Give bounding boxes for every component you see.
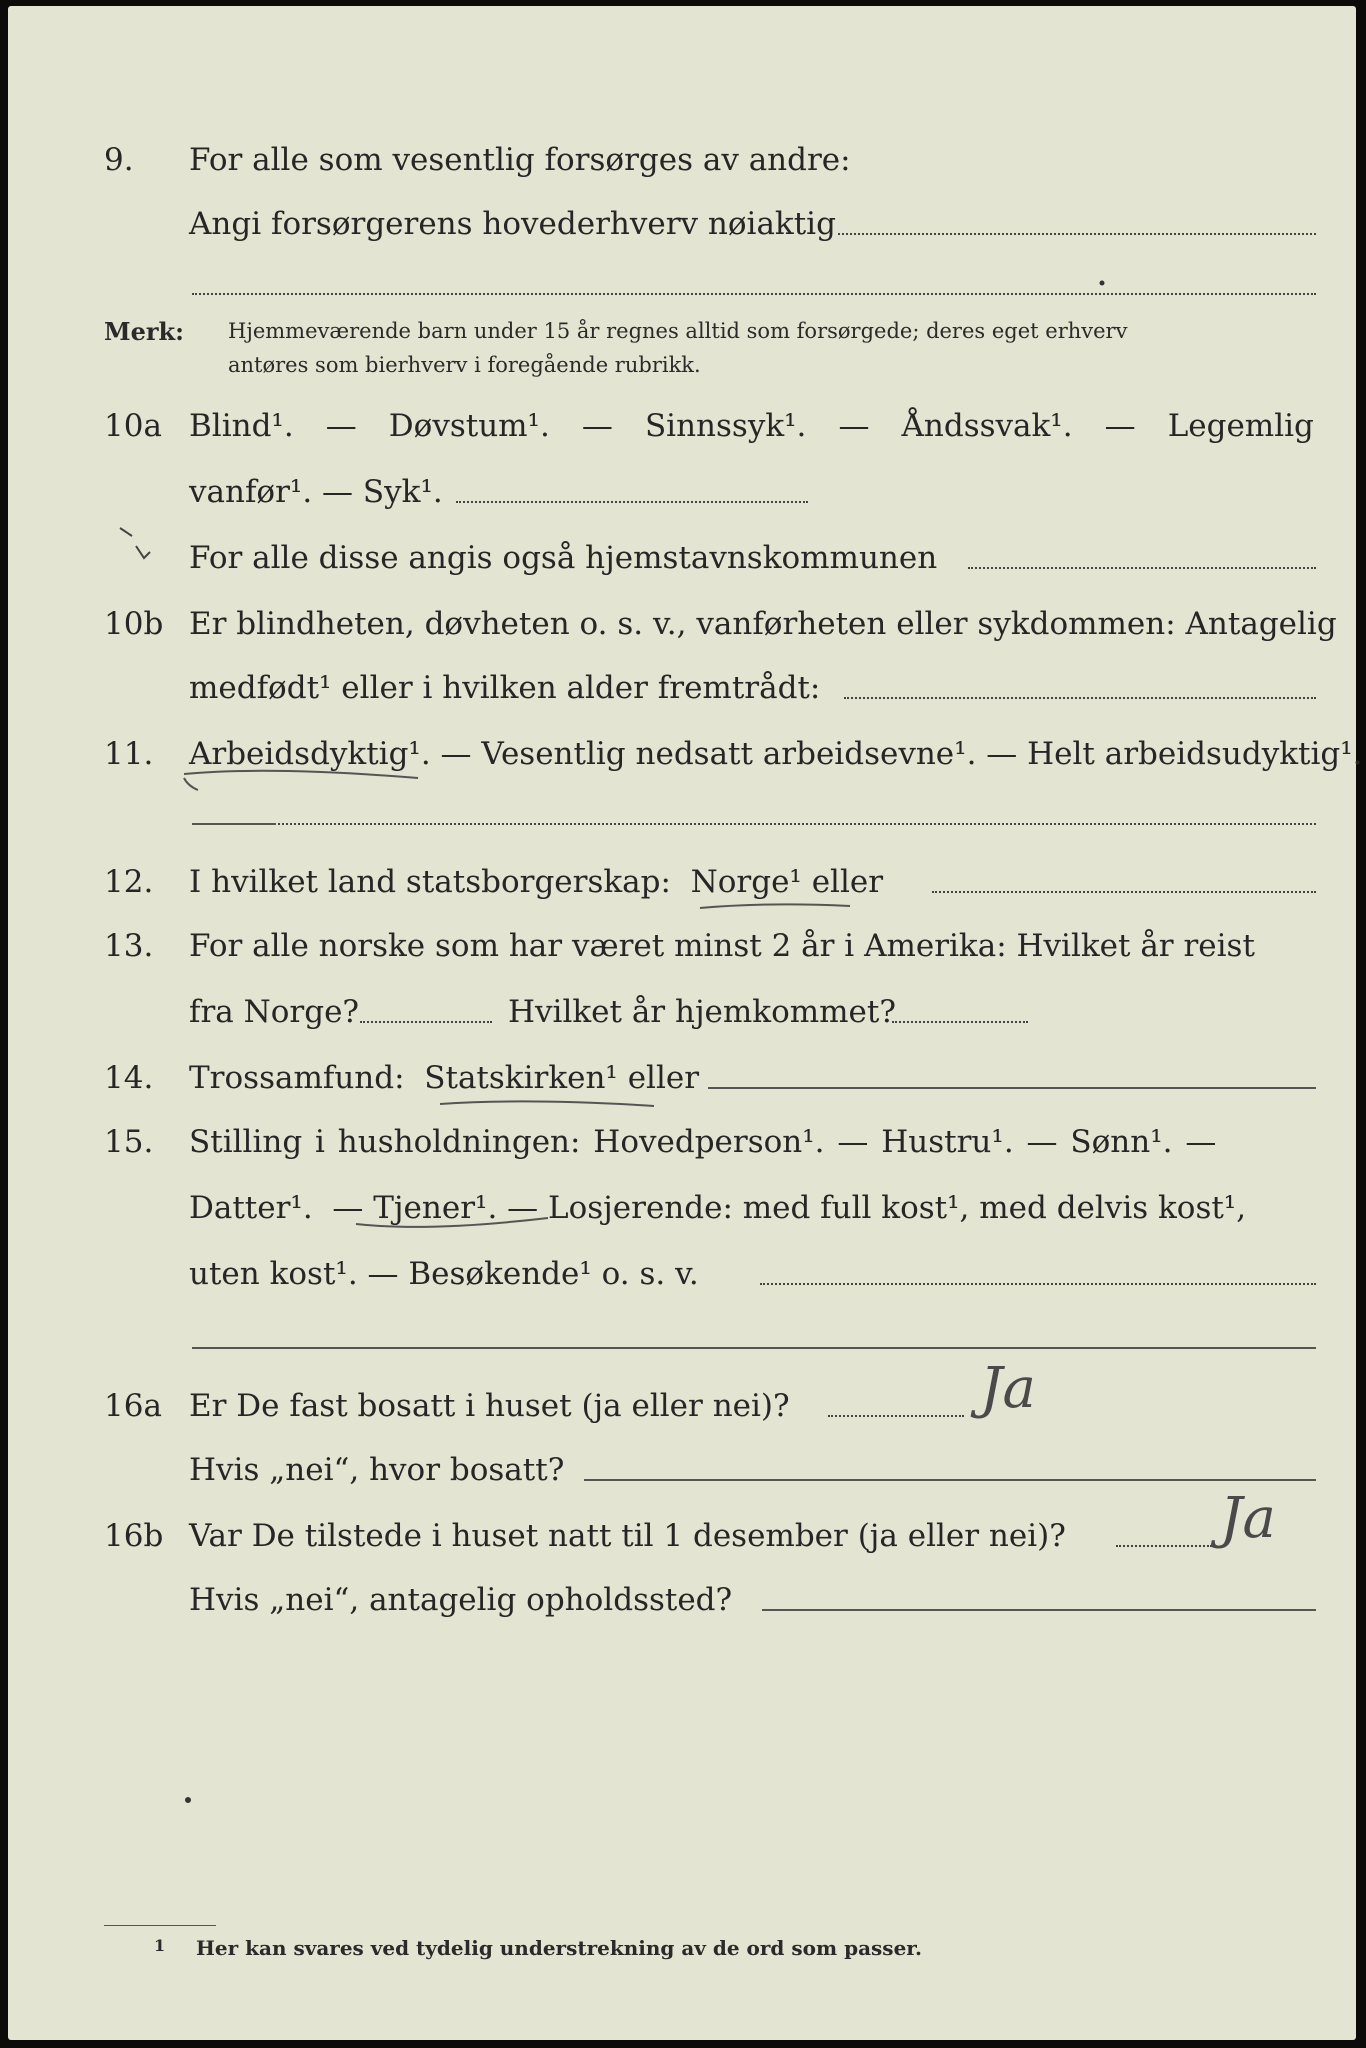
q15-number: 15.: [104, 1124, 154, 1160]
q15-line-3[interactable]: uten kost¹. — Besøkende¹ o. s. v.: [189, 1256, 699, 1292]
option-andssvak[interactable]: Åndssvak¹.: [901, 408, 1073, 444]
census-form-page: [8, 6, 1363, 2040]
q16a-number: 16a: [104, 1388, 162, 1424]
dash: —: [1104, 408, 1136, 444]
q9-subquestion: Angi forsørgerens hovederhverv nøiaktig: [189, 206, 836, 242]
footnote-mark: 1: [154, 1936, 166, 1955]
option-blind[interactable]: Blind¹.: [189, 408, 294, 444]
q13-hjemkommet: Hvilket år hjemkommet?: [508, 994, 896, 1030]
q11-options[interactable]: Arbeidsdyktig¹. — Vesentlig nedsatt arbeidsevne¹. — Helt arbeidsudyktig¹.: [189, 736, 1363, 772]
q14-number: 14.: [104, 1060, 154, 1096]
q16a-question: Er De fast bosatt i huset (ja eller nei)?: [189, 1388, 790, 1424]
q10b-subquestion: medfødt¹ eller i hvilken alder fremtrådt:: [189, 670, 821, 706]
pencil-underline-marks: [8, 6, 1356, 2040]
q13-reist: fra Norge?: [189, 994, 360, 1030]
q16b-subquestion: Hvis „nei“, antagelig opholdssted?: [189, 1582, 733, 1618]
merk-note-line-1: Hjemmeværende barn under 15 år regnes alltid som forsørgede; deres eget erhverv: [228, 319, 1128, 343]
q16b-question: Var De tilstede i huset natt til 1 desember (ja eller nei)?: [189, 1518, 1066, 1554]
option-legemlig[interactable]: Legemlig: [1167, 408, 1314, 444]
q10b-number: 10b: [104, 606, 164, 642]
footnote-text: Her kan svares ved tydelig understrekning av de ord som passer.: [196, 1936, 922, 1960]
q14-question: Trossamfund: Statskirken¹ eller: [189, 1060, 700, 1096]
q12-number: 12.: [104, 864, 154, 900]
q16b-handwritten-answer: Ja: [1220, 1486, 1276, 1551]
dash: —: [325, 408, 357, 444]
dash: —: [581, 408, 613, 444]
q10a-vanfor-syk[interactable]: vanfør¹. — Syk¹.: [189, 474, 443, 510]
q9-number: 9.: [104, 142, 134, 178]
q13-question: For alle norske som har været minst 2 år i Amerika: Hvilket år reist: [189, 928, 1255, 964]
q12-question: I hvilket land statsborgerskap: Norge¹ eller: [189, 864, 884, 900]
q9-question: For alle som vesentlig forsørges av andre:: [189, 142, 851, 178]
q15-line-1[interactable]: Stilling i husholdningen: Hovedperson¹. — Hustru¹. — Sønn¹. —: [189, 1124, 1217, 1160]
q16a-subquestion: Hvis „nei“, hvor bosatt?: [189, 1452, 565, 1488]
option-dovstum[interactable]: Døvstum¹.: [388, 408, 550, 444]
q10a-number: 10a: [104, 408, 162, 444]
q10a-hjemstavn: For alle disse angis også hjemstavnskommunen: [189, 540, 938, 576]
q15-line-2[interactable]: Datter¹. — Tjener¹. — Losjerende: med full kost¹, med delvis kost¹,: [189, 1190, 1247, 1226]
q11-number: 11.: [104, 736, 154, 772]
q16b-number: 16b: [104, 1518, 164, 1554]
q13-number: 13.: [104, 928, 154, 964]
q10b-question: Er blindheten, døvheten o. s. v., vanførheten eller sykdommen: Antagelig: [189, 606, 1337, 642]
merk-label: Merk:: [104, 317, 184, 346]
q16a-handwritten-answer: Ja: [980, 1356, 1036, 1421]
option-sinnssyk[interactable]: Sinnssyk¹.: [644, 408, 807, 444]
dash: —: [838, 408, 870, 444]
merk-note-line-2: antøres som bierhverv i foregående rubrikk.: [228, 353, 701, 377]
